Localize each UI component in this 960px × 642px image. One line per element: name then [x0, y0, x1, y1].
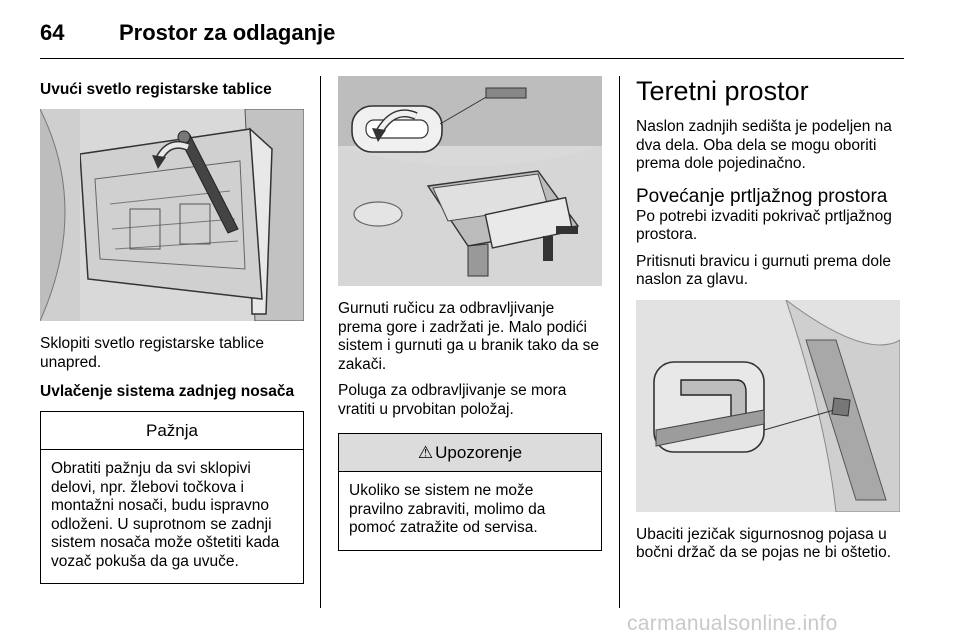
header-divider [40, 58, 904, 59]
page-number: 64 [40, 20, 65, 45]
paragraph-lever-return: Poluga za odbravljivanje se mora vratiti u prvobitan položaj. [338, 382, 567, 418]
warning-box [338, 433, 602, 551]
license-light-drawing [40, 109, 304, 321]
column-3 [636, 76, 902, 563]
illustration-seatbelt-holder [636, 300, 900, 512]
page-header [40, 20, 920, 60]
illustration-release-lever [338, 76, 602, 286]
release-lever-drawing [338, 76, 602, 286]
warning-header [339, 434, 601, 472]
warning-triangle-icon: ⚠ [417, 442, 434, 462]
heading-increase-space: Povećanje prtljažnog prostora [636, 185, 888, 207]
seatbelt-holder-drawing [636, 300, 900, 512]
paragraph-seat-split: Naslon zadnjih sedišta je podeljen na dva dela. Oba dela se mogu oboriti prema dole pojedinačno. [636, 118, 892, 172]
notice-body: Obratiti pažnju da svi sklopivi delovi, npr. žlebovi točkova i montažni nosači, budu ispravno odloženi. U suprotnom se zadnji sistem nosača može oštetiti kada vozač pokuša da ga uvuče. [51, 460, 280, 570]
column-2 [338, 76, 602, 551]
column-divider-1 [320, 76, 321, 608]
section-title: Teretni prostor [636, 76, 809, 106]
heading-retract-system: Uvlačenje sistema zadnjeg nosača [40, 383, 295, 400]
paragraph-insert-tongue: Ubaciti jezičak sigurnosnog pojasa u bočni držač da se pojas ne bi oštetio. [636, 525, 892, 561]
warning-body: Ukoliko se sistem ne može pravilno zabraviti, molimo da pomoć zatražite od servisa. [349, 482, 546, 536]
heading-license-light: Uvući svetlo registarske tablice [40, 81, 272, 98]
paragraph-push-headrest: Pritisnuti bravicu i gurnuti prema dole naslon za glavu. [636, 252, 892, 288]
page-title: Prostor za odlaganje [119, 20, 336, 45]
watermark: carmanualsonline.info [627, 612, 838, 635]
warning-title: Upozorenje [435, 442, 523, 462]
paragraph-remove-cover: Po potrebi izvaditi pokrivač prtljažnog prostora. [636, 207, 892, 243]
column-1 [40, 76, 304, 584]
paragraph-fold-light: Sklopiti svetlo registarske tablice unapred. [40, 335, 264, 371]
notice-box [40, 411, 304, 584]
column-divider-2 [619, 76, 620, 608]
illustration-license-light [40, 109, 304, 321]
paragraph-push-lever: Gurnuti ručicu za odbravljivanje prema gore i zadržati je. Malo podići sistem i gurnuti ga u branik tako da se zakači. [338, 300, 600, 373]
notice-title: Pažnja [41, 412, 303, 450]
